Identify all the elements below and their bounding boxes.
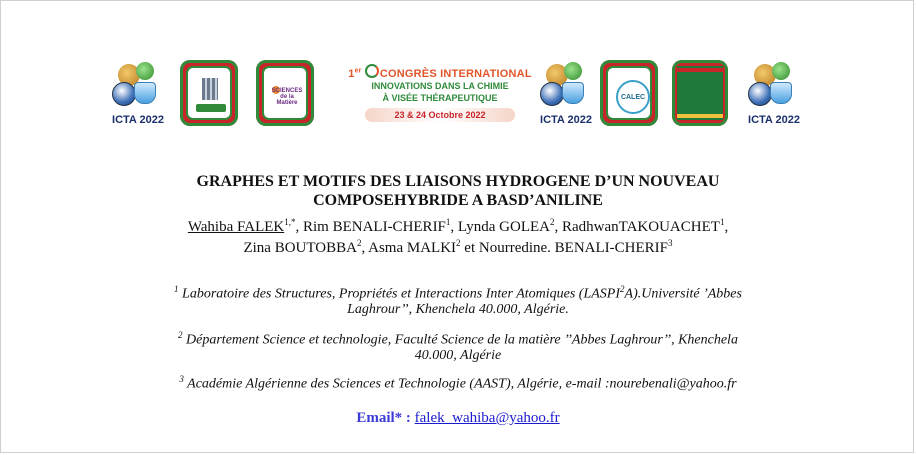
globe-icon — [540, 82, 564, 106]
calec-logo — [600, 60, 658, 126]
author-affil-sup: 1,* — [284, 217, 296, 227]
calec-text: CALEC — [616, 80, 650, 114]
affiliation-text: A).Université ’Abbes — [624, 286, 742, 302]
icta-logo-mid — [538, 58, 594, 128]
congress-title — [344, 64, 536, 80]
affiliation-text: Département Science et technologie, Faculté Science de la matière ’’Abbes Laghrour’’, Khenchela — [182, 332, 738, 348]
author-separator: , — [554, 219, 562, 235]
affiliation-2-line-2: 40.000, Algérie — [414, 348, 502, 363]
flask-icon — [770, 82, 792, 104]
affiliation-number: 3 — [179, 374, 184, 384]
affiliation-text: Laboratoire des Structures, Propriétés et Interactions Inter Atomiques (LASPI — [178, 286, 621, 302]
author-separator: , — [361, 240, 369, 256]
congress-title-text: CONGRÈS INTERNATIONAL — [379, 68, 532, 80]
affiliation-1-line-2: Laghrour’’, Khenchela 40.000, Algérie. — [347, 302, 569, 317]
flask-icon — [134, 82, 156, 104]
email-label: Email* : — [356, 410, 411, 426]
flag-stripe — [677, 68, 723, 72]
building-icon — [202, 78, 218, 100]
author-affil-sup: 1 — [445, 217, 451, 227]
affiliation-number: 1 — [174, 284, 179, 294]
author-name: Wahiba FALEK — [187, 219, 285, 235]
academy-logo — [672, 60, 728, 126]
author-affil-sup: 3 — [668, 238, 673, 248]
globe-icon — [748, 82, 772, 106]
molecule-icon — [772, 62, 790, 80]
conference-banner — [110, 58, 806, 136]
congress-ordinal-sup: er — [354, 67, 362, 75]
contact-email-line — [40, 410, 876, 427]
icta-caption: ICTA 2022 — [748, 114, 800, 126]
faculty-sciences-logo — [256, 60, 314, 126]
author-separator: , — [724, 219, 729, 235]
university-logo — [180, 60, 238, 126]
author-separator: , — [295, 219, 303, 235]
affiliation-inner-sup: 2 — [620, 284, 625, 294]
affiliation-3 — [100, 370, 816, 394]
icta-logo-left — [110, 58, 166, 128]
academy-emblem-icon — [677, 66, 723, 120]
author-name: Lynda GOLEA — [457, 219, 550, 235]
author-name: Nourredine. BENALI-CHERIF — [478, 240, 669, 256]
author-affil-sup: 2 — [356, 238, 362, 248]
email-link[interactable]: falek_wahiba@yahoo.fr — [414, 410, 560, 426]
book-icon — [196, 104, 226, 112]
icta-caption: ICTA 2022 — [112, 114, 164, 126]
affiliation-text: Académie Algérienne des Sciences et Technologie (AAST), Algérie, e-mail :nourebenali@yahoo.fr — [183, 376, 737, 392]
author-line-2 — [40, 233, 876, 259]
molecule-icon — [136, 62, 154, 80]
affiliation-number: 2 — [178, 330, 183, 340]
author-name: Asma MALKI — [368, 240, 457, 256]
paper-title-line-2: COMPOSEHYBRIDE A BASD’ANILINE — [313, 192, 603, 209]
molecule-icon — [564, 62, 582, 80]
author-affil-sup: 1 — [719, 217, 725, 227]
author-affil-sup: 2 — [549, 217, 555, 227]
globe-icon — [112, 82, 136, 106]
icta-logo-right — [746, 58, 802, 128]
congress-subtitle-1: INNOVATIONS DANS LA CHIMIE — [371, 81, 509, 91]
author-affil-sup: 2 — [456, 238, 461, 248]
author-name: RadhwanTAKOUACHET — [561, 219, 720, 235]
author-name: Rim BENALI-CHERIF — [302, 219, 446, 235]
flask-icon — [562, 82, 584, 104]
author-name: Zina BOUTOBBA — [243, 240, 357, 256]
author-separator: , — [450, 219, 458, 235]
congress-date: 23 & 24 Octobre 2022 — [365, 108, 515, 122]
flag-stripe — [677, 114, 723, 118]
icta-caption: ICTA 2022 — [540, 114, 592, 126]
paper-title-line-1: GRAPHES ET MOTIFS DES LIAISONS HYDROGENE D’UN NOUVEAU — [196, 173, 720, 190]
congress-subtitle-2: À VISÉE THÉRAPEUTIQUE — [382, 93, 498, 103]
congress-ordinal: 1 — [348, 68, 355, 80]
sciences-text: SCIENCES de la Matière — [271, 88, 303, 106]
author-separator: et — [460, 240, 479, 256]
congress-swirl-icon — [365, 64, 379, 78]
congress-title-block — [344, 64, 536, 130]
